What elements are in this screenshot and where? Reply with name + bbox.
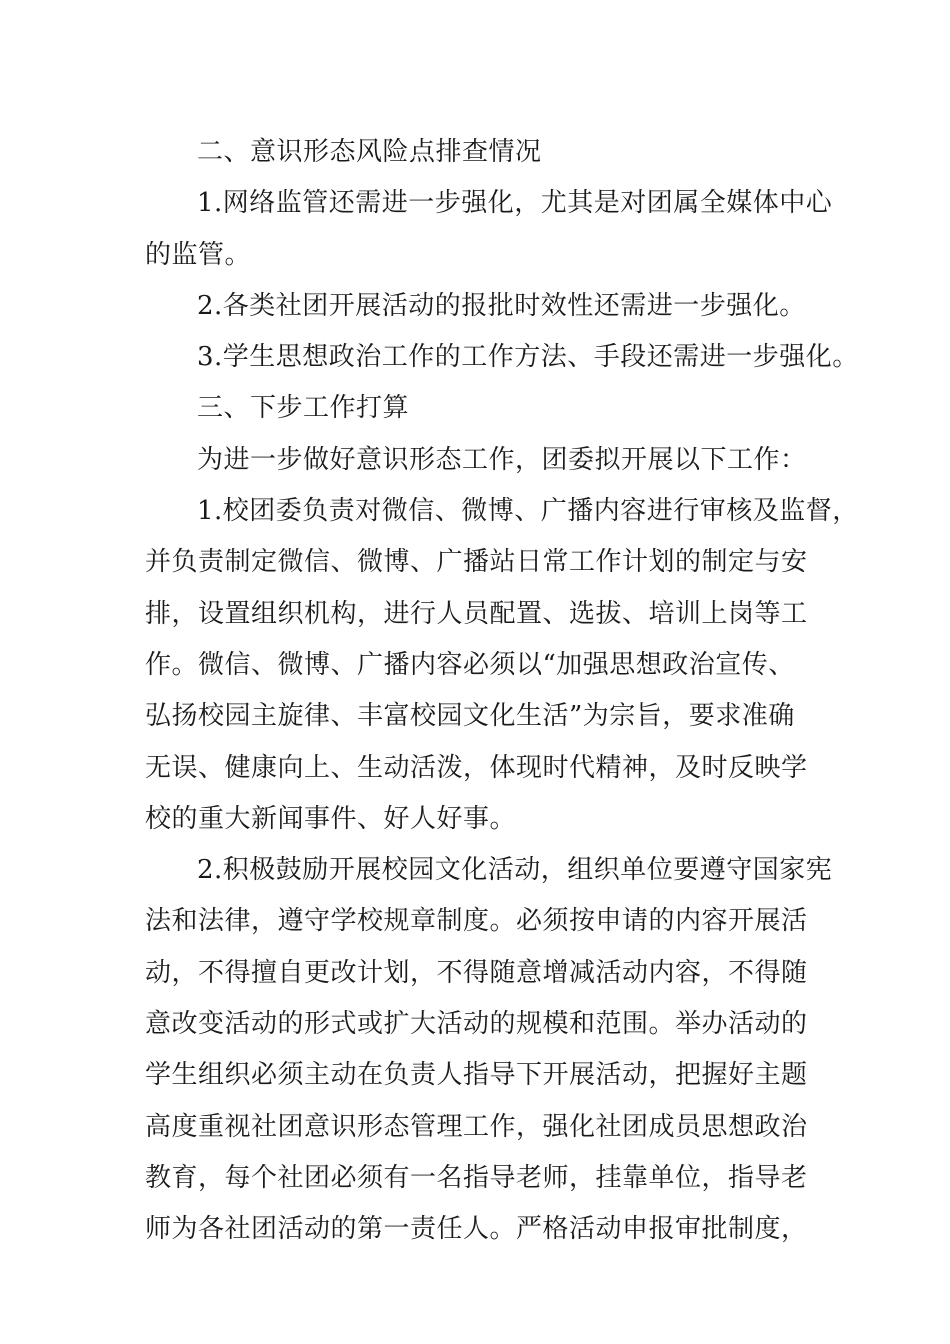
paragraph-line: 法和法律，遵守学校规章制度。必须按申请的内容开展活 (145, 906, 808, 937)
paragraph-line: 作。微信、微博、广播内容必须以“加强思想政治宣传、 (145, 649, 795, 680)
paragraph-line: 1.网络监管还需进一步强化，尤其是对团属全媒体中心 (197, 188, 833, 219)
paragraph-line: 学生组织必须主动在负责人指导下开展活动，把握好主题 (145, 1060, 808, 1091)
paragraph-line: 弘扬校园主旋律、丰富校园文化生活”为宗旨，要求准确 (145, 701, 795, 732)
paragraph-line: 校的重大新闻事件、好人好事。 (145, 803, 517, 834)
paragraph-line: 动，不得擅自更改计划，不得随意增减活动内容，不得随 (145, 957, 808, 988)
paragraph-line: 意改变活动的形式或扩大活动的规模和范围。举办活动的 (145, 1009, 808, 1040)
paragraph-line: 为进一步做好意识形态工作，团委拟开展以下工作： (197, 444, 807, 475)
paragraph-line: 2.各类社团开展活动的报批时效性还需进一步强化。 (197, 290, 806, 321)
paragraph-line: 排，设置组织机构，进行人员配置、选拔、培训上岗等工 (145, 598, 808, 629)
document-body (145, 127, 859, 1256)
paragraph-line: 2.积极鼓励开展校园文化活动，组织单位要遵守国家宪 (197, 855, 833, 886)
paragraph-line: 高度重视社团意识形态管理工作，强化社团成员思想政治 (145, 1111, 808, 1142)
paragraph-line: 3.学生思想政治工作的工作方法、手段还需进一步强化。 (197, 342, 859, 373)
section-heading-next-steps: 三、下步工作打算 (197, 393, 410, 424)
paragraph-line: 无误、健康向上、生动活泼，体现时代精神，及时反映学 (145, 752, 808, 783)
paragraph-line: 师为各社团活动的第一责任人。严格活动申报审批制度， (145, 1214, 808, 1245)
paragraph-line: 教育，每个社团必须有一名指导老师，挂靠单位，指导老 (145, 1162, 808, 1193)
paragraph-line: 并负责制定微信、微博、广播站日常工作计划的制定与安 (145, 547, 808, 578)
paragraph-line: 的监管。 (145, 239, 252, 270)
section-heading-risk-check: 二、意识形态风险点排查情况 (197, 137, 542, 167)
paragraph-line: 1.校团委负责对微信、微博、广播内容进行审核及监督， (197, 496, 859, 527)
